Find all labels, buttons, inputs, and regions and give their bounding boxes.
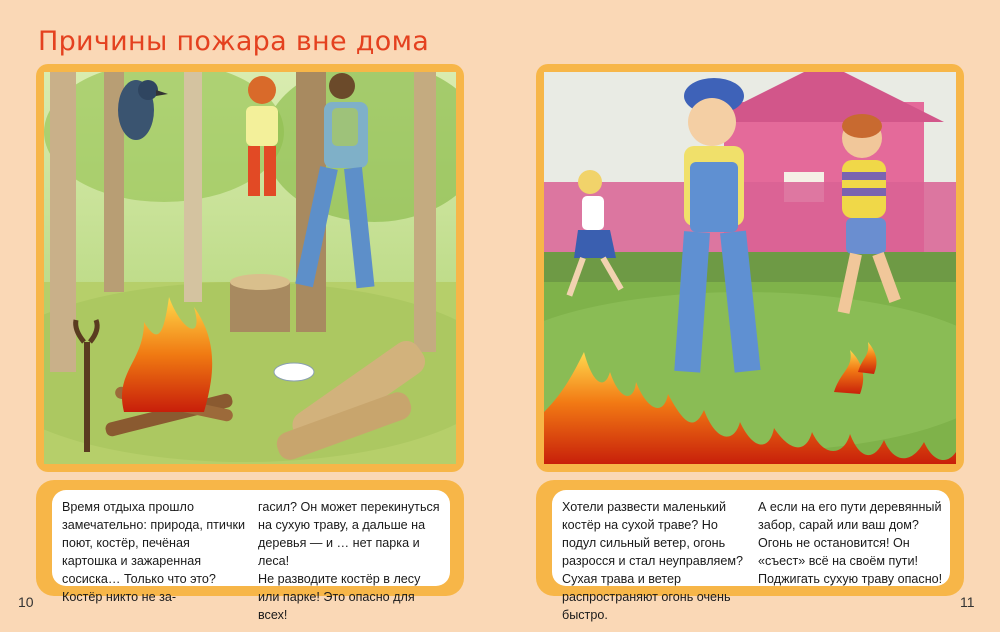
right-paragraph-2: А если на его пути деревянный забор, сарай или ваш дом? Огонь не остановится! Он «съест» всё на своём пути! (758, 500, 942, 568)
left-warning: Не разводите костёр в лесу или парке! Это опасно для всех! (258, 572, 421, 622)
left-page-number: 10 (18, 594, 34, 610)
grass-fire-illustration (544, 72, 956, 464)
left-text-column-1 (62, 498, 248, 606)
forest-campfire-illustration (44, 72, 456, 464)
page-title: Причины пожара вне дома (38, 26, 430, 57)
right-page-number: 11 (960, 594, 975, 610)
left-text-column-2 (258, 498, 444, 624)
right-paragraph-1: Хотели развести маленький костёр на сухой траве? Но подул сильный ветер, огонь разросся и стал неуправляем? Сухая трава и ветер распространяют огонь очень быстро. (562, 500, 744, 622)
right-warning: Поджигать сухую траву опасно! (758, 572, 943, 586)
left-paragraph-2: гасил? Он может перекинуться на сухую траву, а дальше на деревья — и … нет парка и леса! (258, 500, 440, 568)
right-text-column-2 (758, 498, 946, 588)
left-paragraph-1: Время отдыха прошло замечательно: природа, птички поют, костёр, печёная картошка и зажаренная сосиска… Только что это? Костёр никто не за- (62, 500, 246, 604)
right-text-column-1 (562, 498, 748, 624)
